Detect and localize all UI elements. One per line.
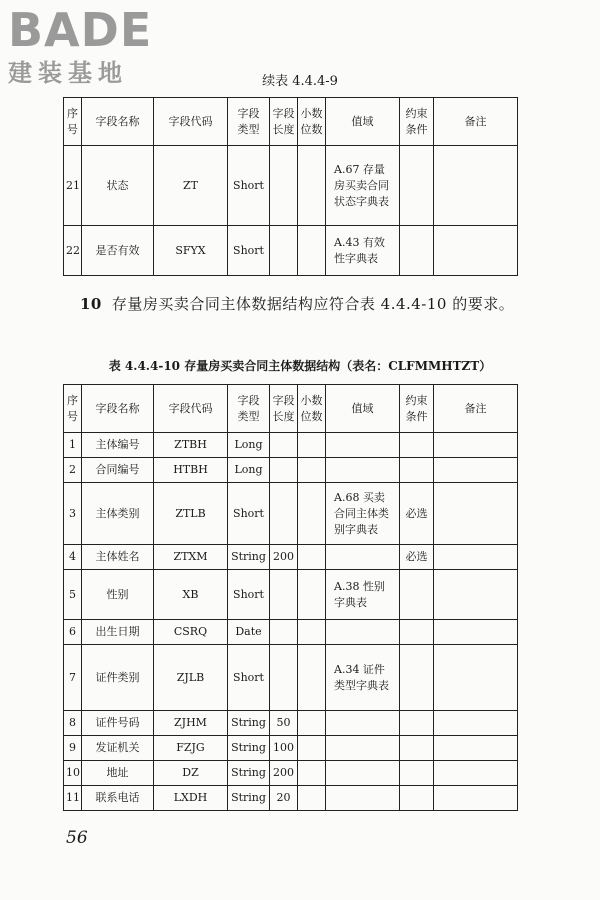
cell-seq: 4 <box>64 545 82 570</box>
cell-domain <box>326 711 400 736</box>
cell-seq: 22 <box>64 226 82 276</box>
cell-length <box>270 146 298 226</box>
page-number: 56 <box>66 828 88 848</box>
cell-type: Short <box>228 570 270 620</box>
header-domain: 值域 <box>326 385 400 433</box>
header-field-length: 字段 长度 <box>270 98 298 146</box>
table-4-4-4-9-continued <box>63 97 518 276</box>
cell-name: 发证机关 <box>82 736 154 761</box>
cell-name: 主体姓名 <box>82 545 154 570</box>
cell-decimal <box>298 433 326 458</box>
cell-domain <box>326 761 400 786</box>
cell-code: SFYX <box>154 226 228 276</box>
cell-decimal <box>298 761 326 786</box>
cell-seq: 7 <box>64 645 82 711</box>
table-row <box>64 761 518 786</box>
cell-seq: 1 <box>64 433 82 458</box>
table-row <box>64 645 518 711</box>
cell-name: 证件类别 <box>82 645 154 711</box>
cell-length: 50 <box>270 711 298 736</box>
table-row <box>64 736 518 761</box>
table-row <box>64 483 518 545</box>
cell-remark <box>434 786 518 811</box>
table-row <box>64 545 518 570</box>
cell-type: String <box>228 736 270 761</box>
cell-seq: 2 <box>64 458 82 483</box>
cell-length <box>270 570 298 620</box>
cell-seq: 9 <box>64 736 82 761</box>
cell-length: 200 <box>270 545 298 570</box>
cell-remark <box>434 483 518 545</box>
cell-length: 200 <box>270 761 298 786</box>
cell-decimal <box>298 736 326 761</box>
cell-seq: 6 <box>64 620 82 645</box>
cell-decimal <box>298 711 326 736</box>
cell-type: String <box>228 761 270 786</box>
cell-constraint <box>400 146 434 226</box>
cell-decimal <box>298 146 326 226</box>
cell-decimal <box>298 570 326 620</box>
cell-seq: 10 <box>64 761 82 786</box>
cell-decimal <box>298 483 326 545</box>
cell-code: LXDH <box>154 786 228 811</box>
cell-code: ZT <box>154 146 228 226</box>
cell-type: Short <box>228 645 270 711</box>
cell-code: ZTBH <box>154 433 228 458</box>
cell-code: ZJHM <box>154 711 228 736</box>
cell-type: Date <box>228 620 270 645</box>
cell-name: 主体类别 <box>82 483 154 545</box>
cell-domain: A.38 性别字典表 <box>326 570 400 620</box>
table-row <box>64 458 518 483</box>
cell-constraint <box>400 645 434 711</box>
header-field-code: 字段代码 <box>154 385 228 433</box>
cell-remark <box>434 620 518 645</box>
cell-length <box>270 226 298 276</box>
cell-length <box>270 620 298 645</box>
cell-remark <box>434 570 518 620</box>
cell-type: String <box>228 545 270 570</box>
cell-constraint <box>400 570 434 620</box>
cell-name: 主体编号 <box>82 433 154 458</box>
cell-remark <box>434 711 518 736</box>
cell-domain: A.34 证件类型字典表 <box>326 645 400 711</box>
cell-name: 地址 <box>82 761 154 786</box>
cell-seq: 5 <box>64 570 82 620</box>
table-row <box>64 226 518 276</box>
cell-type: Short <box>228 146 270 226</box>
cell-decimal <box>298 645 326 711</box>
cell-decimal <box>298 786 326 811</box>
cell-code: ZTLB <box>154 483 228 545</box>
header-remark: 备注 <box>434 98 518 146</box>
cell-name: 合同编号 <box>82 458 154 483</box>
clause-text: 存量房买卖合同主体数据结构应符合表 4.4.4-10 的要求。 <box>111 295 515 313</box>
cell-remark <box>434 226 518 276</box>
header-field-length: 字段 长度 <box>270 385 298 433</box>
table-row <box>64 786 518 811</box>
cell-length <box>270 458 298 483</box>
cell-code: ZTXM <box>154 545 228 570</box>
cell-decimal <box>298 458 326 483</box>
cell-domain <box>326 458 400 483</box>
cell-name: 出生日期 <box>82 620 154 645</box>
header-constraint: 约束 条件 <box>400 98 434 146</box>
header-decimal: 小数 位数 <box>298 385 326 433</box>
cell-constraint <box>400 761 434 786</box>
cell-seq: 8 <box>64 711 82 736</box>
table-row <box>64 146 518 226</box>
table-row <box>64 570 518 620</box>
cell-type: Long <box>228 433 270 458</box>
cell-decimal <box>298 545 326 570</box>
cell-constraint <box>400 711 434 736</box>
cell-constraint <box>400 620 434 645</box>
cell-remark <box>434 736 518 761</box>
header-seq: 序 号 <box>64 385 82 433</box>
cell-constraint <box>400 433 434 458</box>
table-4-4-4-10 <box>63 384 518 811</box>
header-field-name: 字段名称 <box>82 98 154 146</box>
cell-code: ZJLB <box>154 645 228 711</box>
header-field-code: 字段代码 <box>154 98 228 146</box>
cell-code: CSRQ <box>154 620 228 645</box>
cell-type: Long <box>228 458 270 483</box>
cell-length: 20 <box>270 786 298 811</box>
cell-length: 100 <box>270 736 298 761</box>
cell-type: String <box>228 711 270 736</box>
cell-remark <box>434 761 518 786</box>
cell-remark <box>434 146 518 226</box>
cell-length <box>270 433 298 458</box>
cell-constraint <box>400 226 434 276</box>
cell-decimal <box>298 226 326 276</box>
table-row <box>64 711 518 736</box>
header-constraint: 约束 条件 <box>400 385 434 433</box>
header-field-type: 字段 类型 <box>228 385 270 433</box>
cell-constraint <box>400 736 434 761</box>
table-header-row <box>64 385 518 433</box>
table-row <box>64 433 518 458</box>
header-field-type: 字段 类型 <box>228 98 270 146</box>
cell-domain: A.68 买卖合同主体类别字典表 <box>326 483 400 545</box>
cell-length <box>270 645 298 711</box>
table-row <box>64 620 518 645</box>
cell-seq: 11 <box>64 786 82 811</box>
logo-brand: BADE <box>8 3 153 57</box>
cell-domain <box>326 433 400 458</box>
cell-name: 是否有效 <box>82 226 154 276</box>
cell-domain <box>326 620 400 645</box>
cell-code: XB <box>154 570 228 620</box>
cell-type: Short <box>228 226 270 276</box>
cell-domain: A.43 有效性字典表 <box>326 226 400 276</box>
cell-code: FZJG <box>154 736 228 761</box>
clause-paragraph <box>80 292 524 317</box>
header-seq: 序 号 <box>64 98 82 146</box>
cell-code: DZ <box>154 761 228 786</box>
table-caption: 表 4.4.4-10 存量房买卖合同主体数据结构（表名：CLFMMHTZT） <box>108 359 492 373</box>
cell-type: Short <box>228 483 270 545</box>
header-field-name: 字段名称 <box>82 385 154 433</box>
cell-code: HTBH <box>154 458 228 483</box>
cell-constraint: 必选 <box>400 483 434 545</box>
cell-remark <box>434 433 518 458</box>
cell-remark <box>434 545 518 570</box>
header-decimal: 小数 位数 <box>298 98 326 146</box>
cell-domain <box>326 545 400 570</box>
cell-domain <box>326 786 400 811</box>
cell-name: 状态 <box>82 146 154 226</box>
header-remark: 备注 <box>434 385 518 433</box>
logo-subtitle: 建装基地 <box>8 59 128 87</box>
cell-length <box>270 483 298 545</box>
cell-constraint <box>400 458 434 483</box>
cell-decimal <box>298 620 326 645</box>
table-header-row <box>64 98 518 146</box>
cell-remark <box>434 645 518 711</box>
cell-constraint <box>400 786 434 811</box>
cell-type: String <box>228 786 270 811</box>
cell-seq: 3 <box>64 483 82 545</box>
cell-constraint: 必选 <box>400 545 434 570</box>
header-domain: 值域 <box>326 98 400 146</box>
cell-domain <box>326 736 400 761</box>
cell-name: 联系电话 <box>82 786 154 811</box>
cell-name: 性别 <box>82 570 154 620</box>
cell-remark <box>434 458 518 483</box>
cell-domain: A.67 存量房买卖合同状态字典表 <box>326 146 400 226</box>
cell-name: 证件号码 <box>82 711 154 736</box>
continuation-title: 续表 4.4.4-9 <box>262 74 338 89</box>
cell-seq: 21 <box>64 146 82 226</box>
clause-number: 10 <box>80 295 102 313</box>
